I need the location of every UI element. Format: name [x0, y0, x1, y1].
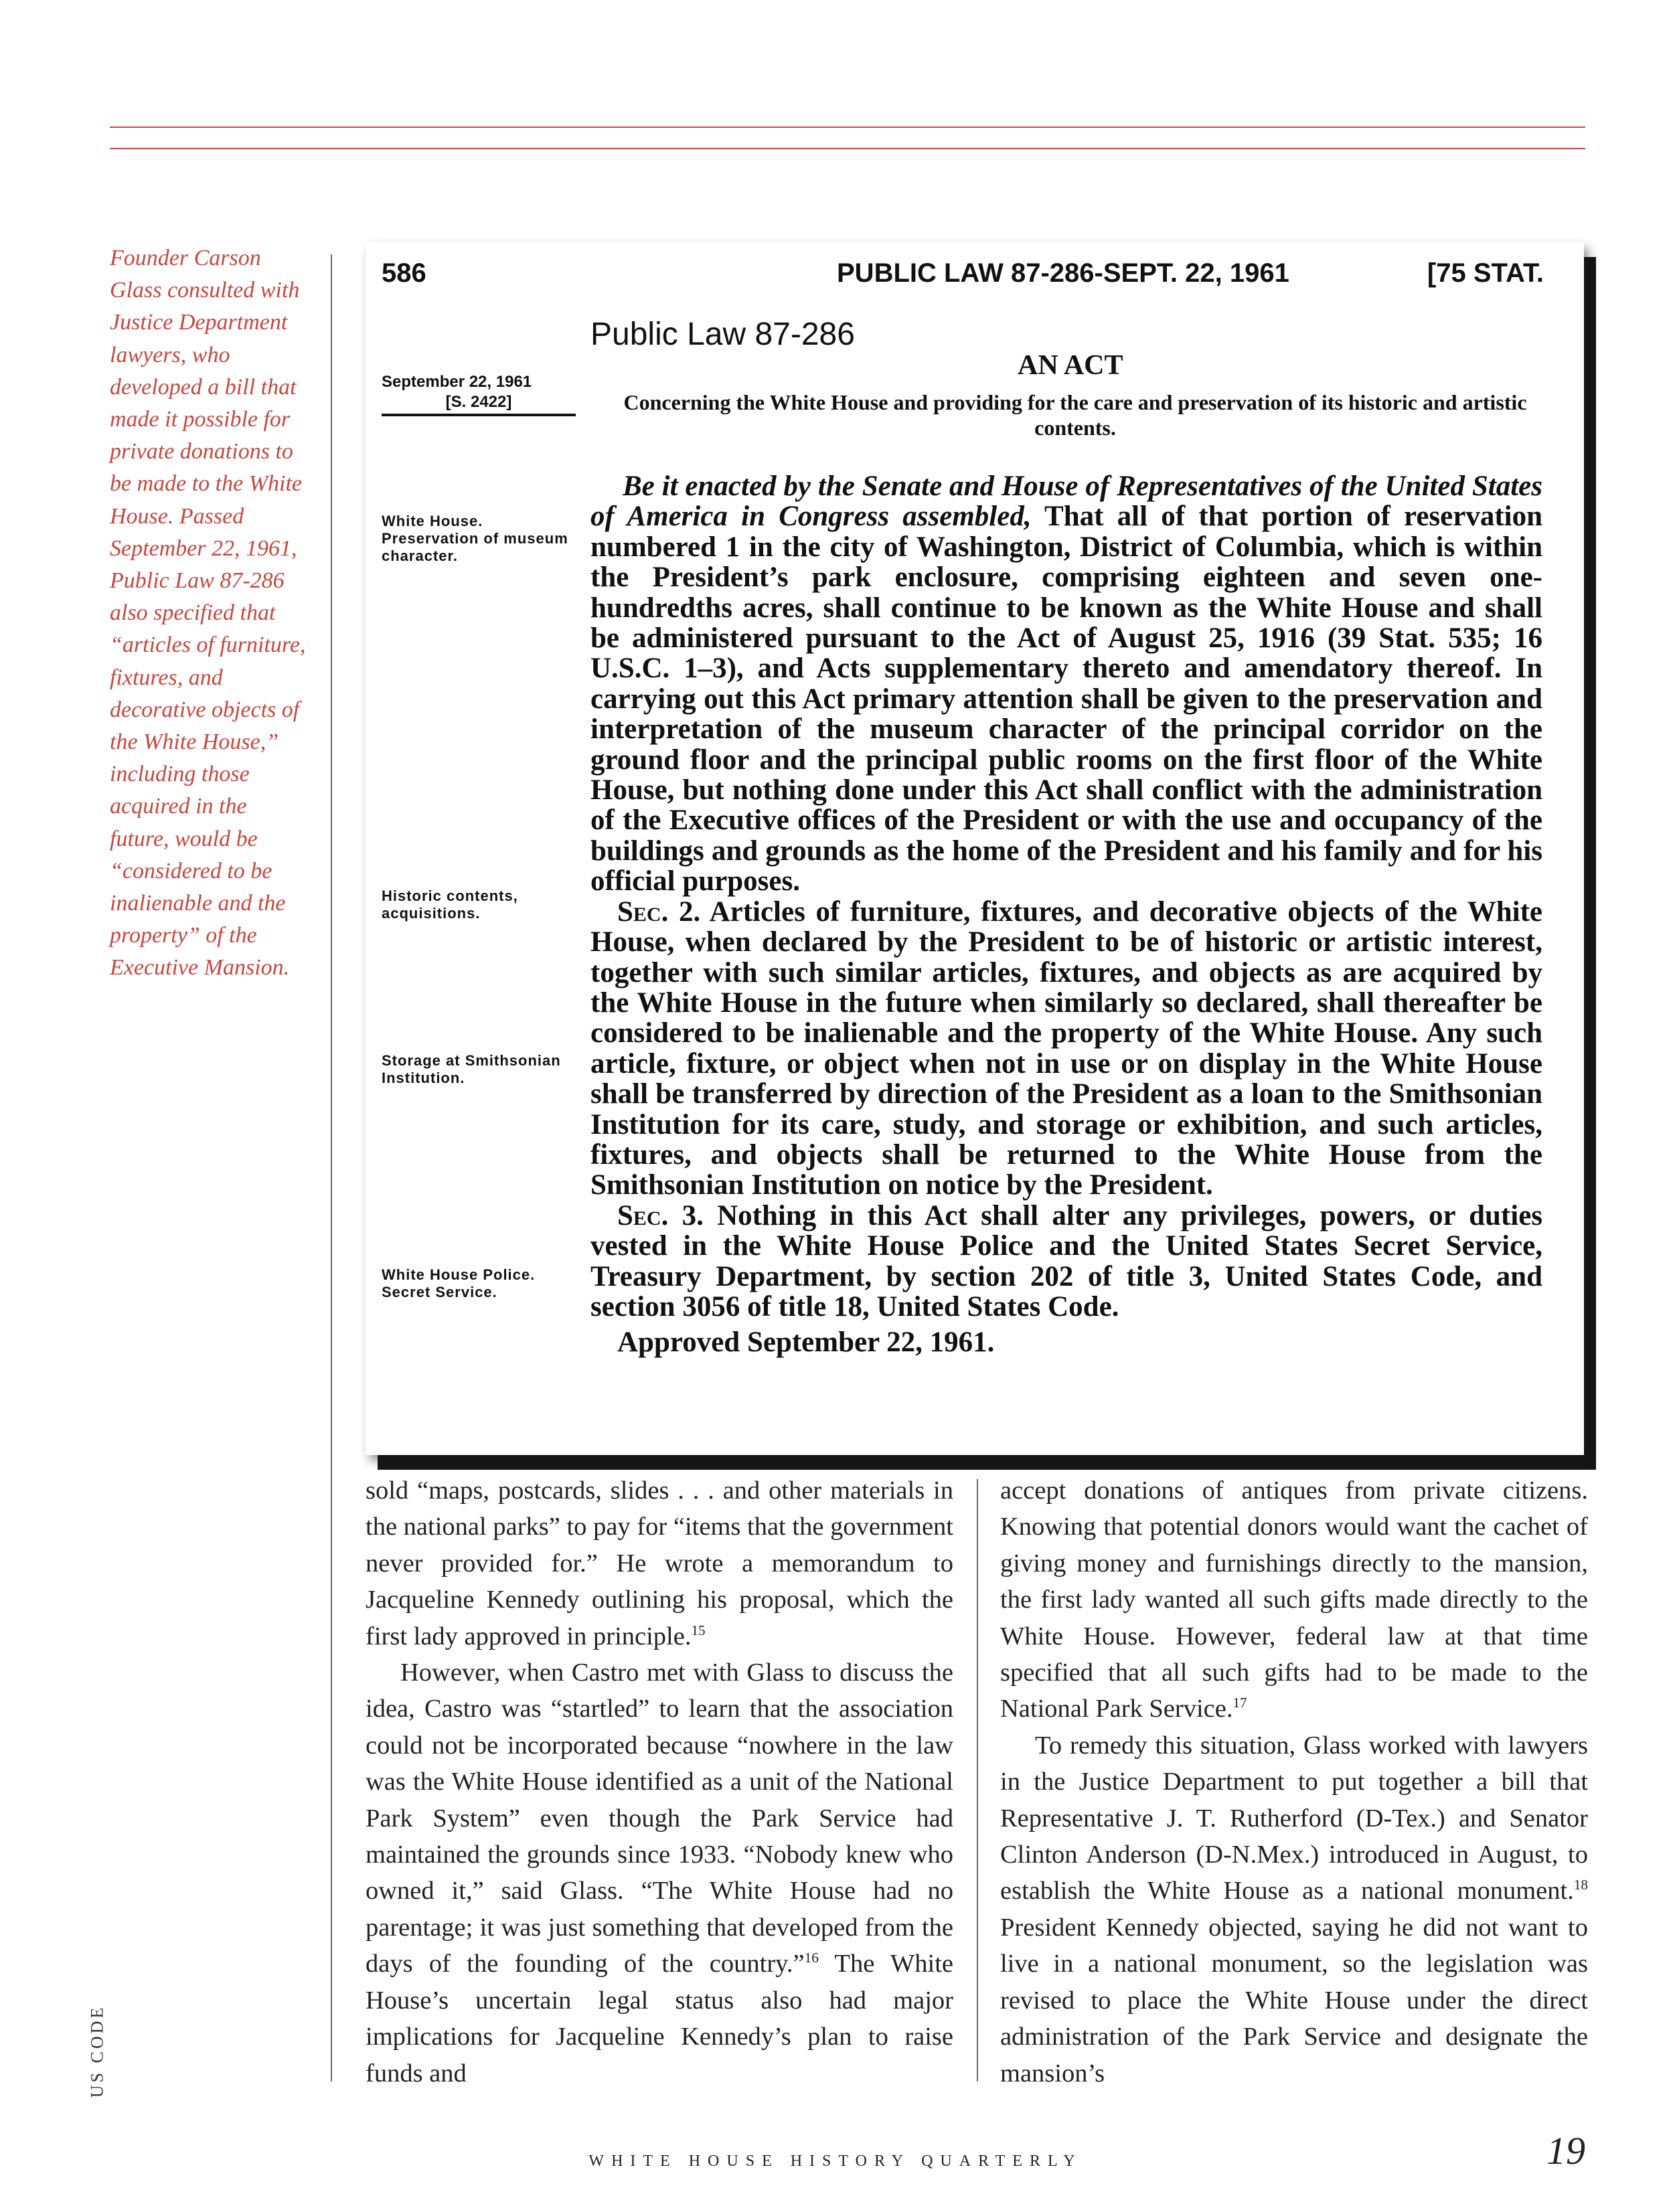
right-paragraph-1 [1000, 1472, 1588, 1727]
right-p2-text: To remedy this situation, Glass worked with lawyers in the Justice Department to put together a bill that Representative J. T. Rutherford (D-Tex.) and Senator Clinton Anderson (D-N.Mex.) introduced in August, to establish the White House as a national monument. [1000, 1731, 1588, 1905]
bill-number: [S. 2422] [382, 392, 576, 416]
an-act-heading: AN ACT [1018, 350, 1123, 381]
top-rule-2 [110, 148, 1585, 149]
margin-note-preservation: White House. Preservation of museum character. [382, 513, 568, 564]
endnote-15: 15 [691, 1622, 706, 1638]
right-paragraph-2 [1000, 1727, 1588, 2092]
date-note [382, 372, 576, 416]
section-tab-label: US CODE [87, 2005, 107, 2098]
enacting-clause: Be it enacted by the Senate and House of Representatives of the United States of America in Congress assembled, [590, 471, 1542, 533]
column-divider [977, 1479, 978, 2081]
statute-running-header [382, 258, 1544, 299]
act-purpose: Concerning the White House and providing for the care and preservation of its historic and artistic contents. [623, 390, 1527, 440]
left-paragraph-1 [366, 1472, 953, 1654]
endnote-17: 17 [1232, 1695, 1247, 1711]
section-2-text: Articles of furniture, fixtures, and decorative objects of the White House, when declared by the President to be of historic or artistic interest, together with such similar articles, fixtures, and objects as are acquired by the White House in the future when similarly so declared, shall thereafter be considered to be inalienable and the property of the White House. Any such article, fixture, or object when not in use or on display in the White House shall be transferred by direction of the President as a loan to the Smithsonian Institution for its care, study, and storage or exhibition, and such articles, fixtures, and objects shall be returned to the White House from the Smithsonian Institution on notice by the President. [590, 896, 1542, 1201]
right-p1-text: accept donations of antiques from private citizens. Knowing that potential donors would want the cachet of giving money and furnishings directly to the mansion, the first lady wanted all such gifts made directly to the White House. However, federal law at that time specified that all such gifts had to be made to the National Park Service. [1000, 1476, 1588, 1723]
body-column-left [366, 1472, 953, 2092]
figure-caption: Founder Carson Glass consulted with Justice Department lawyers, who developed a bill that made it possible for private donations to be made to the White House. Passed September 22, 1961, Public Law 87-286 also specified that “articles of furniture, fixtures, and decorative objects of the White House,” including those acquired in the future, would be “considered to be inalienable and the property” of the Executive Mansion. [110, 246, 306, 981]
section-1-text: That all of that portion of reservation numbered 1 in the city of Washington, District of Columbia, which is within the President’s park enclosure, comprising eighteen and seven one-hundredths acres, shall continue to be known as the White House and shall be administered pursuant to the Act of August 25, 1916 (39 Stat. 535; 16 U.S.C. 1–3), and Acts supplementary thereto and amendatory thereof. In carrying out this Act primary attention shall be given to the preservation and interpretation of the museum character of the principal corridor on the ground floor and the principal public rooms on the first floor of the White House, but nothing done under this Act shall conflict with the administration of the Executive offices of the President or with the use and occupancy of the buildings and grounds as the home of the President and his family and for his official purposes. [590, 501, 1542, 898]
left-p1-text: sold “maps, postcards, slides . . . and other materials in the national parks” to pay for “items that the government never provided for.” He wrote a memorandum to Jacqueline Kennedy outlining his proposal, which the first lady approved in principle. [366, 1476, 953, 1650]
body-column-right [1000, 1472, 1588, 2092]
section-tab [75, 2005, 107, 2098]
public-law-scan [366, 242, 1584, 1455]
page-number: 19 [1546, 2129, 1585, 2173]
law-heading: Public Law 87-286 [590, 317, 855, 352]
statute-body [590, 471, 1542, 1358]
section-3-text: Nothing in this Act shall alter any privileges, powers, or duties vested in the White House Police and the United States Secret Service, Treasury Department, by section 202 of title 3, United States Code, and section 3056 of title 18, United States Code. [590, 1199, 1543, 1323]
section-3 [590, 1201, 1542, 1323]
section-2 [590, 897, 1542, 1201]
section-1 [590, 471, 1542, 897]
margin-note-storage: Storage at Smithsonian Institution. [382, 1052, 561, 1086]
left-p2-continued: The White House’s uncertain legal status also had major implications for Jacqueline Kennedy’s plan to raise funds and [366, 1950, 953, 2088]
right-p2-continued: President Kennedy objected, saying he did not want to live in a national monument, so the legislation was revised to place the White House under the direct administration of the Park Service and designate the mansion’s [1000, 1913, 1588, 2088]
top-rule-1 [110, 126, 1585, 128]
margin-note-historic-contents: Historic contents, acquisitions. [382, 887, 518, 922]
endnote-18: 18 [1573, 1877, 1588, 1893]
journal-title: WHITE HOUSE HISTORY QUARTERLY [588, 2152, 1083, 2170]
section-2-label: Sec. 2. [617, 896, 701, 928]
left-p2-text: However, when Castro met with Glass to discuss the idea, Castro was “startled” to learn that the association could not be incorporated because “nowhere in the law was the White House identified as a unit of the National Park System” even though the Park Service had maintained the grounds since 1933. “Nobody knew who owned it,” said Glass. “The White House had no parentage; it was just something that developed from the days of the founding of the country.” [366, 1658, 953, 1978]
caption-divider [331, 254, 332, 2081]
margin-note-police: White House Police. Secret Service. [382, 1266, 536, 1300]
approval-line: Approved September 22, 1961. [617, 1327, 995, 1359]
endnote-16: 16 [804, 1950, 819, 1966]
enactment-date: September 22, 1961 [382, 373, 532, 391]
statute-volume: [75 STAT. [1427, 258, 1544, 288]
left-paragraph-2 [366, 1654, 953, 2092]
statute-running-title: PUBLIC LAW 87-286-SEPT. 22, 1961 [837, 258, 1289, 288]
section-3-label: Sec. 3. [617, 1199, 704, 1231]
statute-page-number: 586 [382, 258, 426, 288]
